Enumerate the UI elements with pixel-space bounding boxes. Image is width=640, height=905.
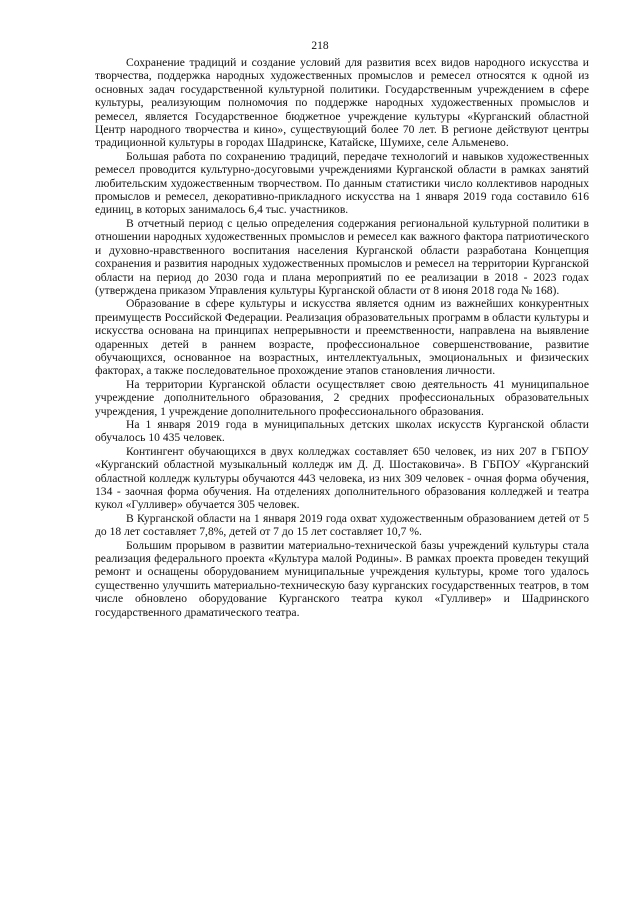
paragraph-crafts-concept: В отчетный период с целью определения содержания региональной культурной политики в отношении народных художественных промыслов и ремесел как важного фактора патриотического и духовно-нравственного воспитания населения Курганской области разработана Концепция сохранения и развития народных художественных промыслов и ремесел на территории Курганской области на период до 2030 года и плана мероприятий по ее реализации в 2018 - 2023 годах (утверждена приказом Управления культуры Курганской области от 8 июня 2018 года № 168). bbox=[95, 216, 589, 297]
paragraph-colleges: Контингент обучающихся в двух колледжах составляет 650 человек, из них 207 в ГБПОУ «Курганский областной музыкальный колледж им Д. Д. Шостаковича». В ГБПОУ «Курганский областной колледж культуры обучаются 443 человека, из них 309 человек - очная форма обучения, 134 - заочная форма обучения. На отделениях дополнительного образования колледжей и театра кукол «Гулливер» обучается 305 человек. bbox=[95, 444, 589, 512]
page-number: 218 bbox=[311, 40, 329, 52]
paragraph-folk-traditions: Сохранение традиций и создание условий для развития всех видов народного искусства и творчества, поддержка народных художественных промыслов и ремесел относятся к одной из основных задач государственной культурной политики. Государственным учреждением в сфере культуры, реализующим полномочия по поддержке народных художественных промыслов и ремесел, является Государственное бюджетное учреждение культуры «Курганский областной Центр народного творчества и кино», существующий более 70 лет. В регионе действуют центры традиционной культуры в городах Шадринске, Катайске, Шумихе, селе Альменево. bbox=[95, 56, 589, 150]
paragraph-art-schools: На 1 января 2019 года в муниципальных детских школах искусств Курганской области обучалось 10 435 человек. bbox=[95, 417, 589, 445]
paragraph-federal-project: Большим прорывом в развитии материально-технической базы учреждений культуры стала реализация федерального проекта «Культура малой Родины». В рамках проекта проведен текущий ремонт и оснащены оборудованием муниципальные учреждения культуры, кроме того удалось существенно улучшить материально-техническую базу курганских государственных театров, в том числе обновлено оборудование Курганского театра кукол «Гулливер» и Шадринского государственного драматического театра. bbox=[95, 538, 589, 619]
paragraph-arts-education: Образование в сфере культуры и искусства является одним из важнейших конкурентных преимуществ Российской Федерации. Реализация образовательных программ в области культуры и искусства основана на принципах непрерывности и преемственности, направлена на выявление одаренных детей в раннем возрасте, профессиональное совершенствование, развитие обучающихся, основанное на возрастных, интеллектуальных, эмоциональных и физических факторах, а также последовательное прохождение этапов становления личности. bbox=[95, 297, 589, 378]
body-text bbox=[95, 56, 589, 619]
paragraph-institutions: На территории Курганской области осуществляет свою деятельность 41 муниципальное учреждение дополнительного образования, 2 средних профессиональных образовательных учреждения, 1 учреждение дополнительного профессионального образования. bbox=[95, 377, 589, 418]
paragraph-coverage: В Курганской области на 1 января 2019 года охват художественным образованием детей от 5 до 18 лет составляет 7,8%, детей от 7 до 15 лет составляет 10,7 %. bbox=[95, 511, 589, 539]
paragraph-crafts-statistics: Большая работа по сохранению традиций, передаче технологий и навыков художественных ремесел проводится культурно-досуговыми учреждениями Курганской области в рамках занятий любительским художественным творчеством. По данным статистики число коллективов народных промыслов и ремесел, декоративно-прикладного искусства на 1 января 2019 года составило 616 единиц, в которых занималось 6,4 тыс. участников. bbox=[95, 149, 589, 217]
